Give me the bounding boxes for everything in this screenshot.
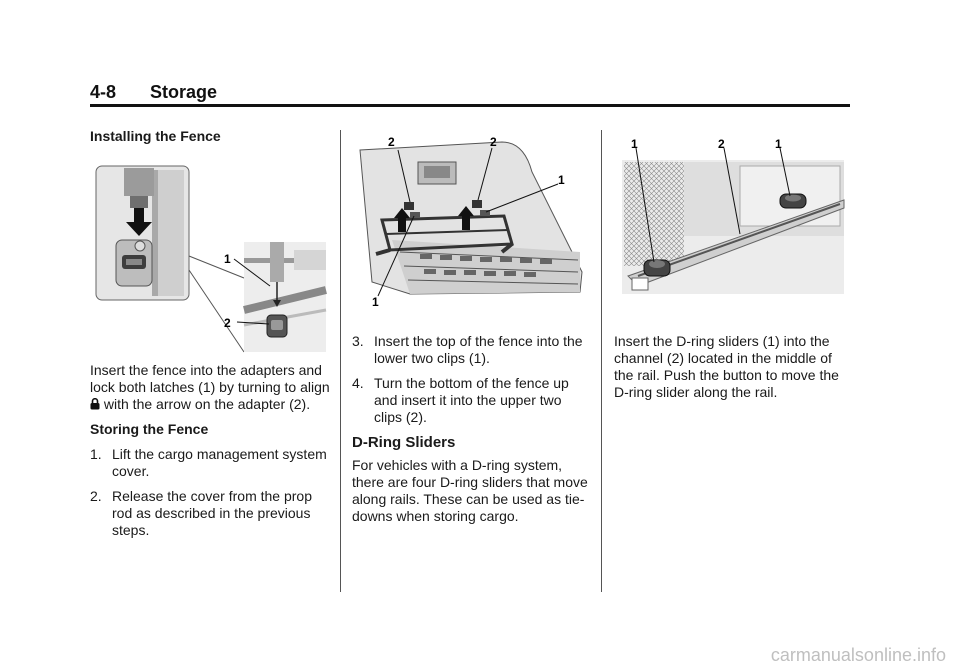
fence-clips-figure	[352, 132, 586, 312]
callout-1: 1	[631, 137, 638, 151]
d-ring-paragraph: For vehicles with a D-ring system, there are four D-ring sliders that move along rails. These can be used as tie-downs when storing cargo.	[352, 457, 588, 524]
store-heading: Storing the Fence	[90, 421, 209, 437]
step-text: Release the cover from the prop rod as described in the previous steps.	[112, 488, 312, 538]
callout-2: 2	[718, 137, 725, 151]
step-item	[352, 333, 588, 367]
install-text-part-a: Insert the fence into the adapters and lock both latches (1) by turning to align	[90, 362, 330, 395]
section-number: 4-8	[90, 82, 117, 102]
column-2	[352, 333, 588, 533]
install-text-part-b: with the arrow on the adapter (2).	[103, 396, 311, 412]
step-number: 4.	[352, 375, 364, 391]
step-number: 1.	[90, 446, 102, 462]
callout-2: 2	[490, 135, 497, 149]
step-item	[90, 488, 330, 539]
step-item	[352, 375, 588, 426]
step-item	[90, 446, 330, 480]
watermark: carmanualsonline.info	[770, 645, 946, 665]
column-1-body	[90, 362, 330, 547]
column-divider	[340, 130, 341, 592]
callout-1: 1	[224, 252, 231, 266]
section-title: Storage	[150, 82, 218, 102]
d-ring-sliders-heading: D-Ring Sliders	[352, 434, 456, 451]
slider-paragraph: Insert the D-ring sliders (1) into the channel (2) located in the middle of the rail. Push the button to move the D-ring slider along the rail.	[614, 333, 839, 400]
callout-2: 2	[224, 316, 231, 330]
fence-install-figure	[94, 160, 328, 355]
step-text: Turn the bottom of the fence up and insert it into the upper two clips (2).	[374, 375, 569, 425]
page-header	[90, 80, 850, 107]
lock-icon	[90, 398, 100, 410]
callout-1: 1	[558, 173, 565, 187]
install-paragraph	[90, 362, 330, 413]
column-3	[614, 333, 854, 409]
column-divider	[601, 130, 602, 592]
callout-2: 2	[388, 135, 395, 149]
install-heading: Installing the Fence	[90, 128, 221, 144]
step-text: Insert the top of the fence into the lower two clips (1).	[374, 333, 583, 366]
column-1	[90, 128, 330, 153]
step-text: Lift the cargo management system cover.	[112, 446, 327, 479]
step-number: 3.	[352, 333, 364, 349]
callout-1: 1	[372, 295, 379, 309]
callout-1: 1	[775, 137, 782, 151]
step-number: 2.	[90, 488, 102, 504]
d-ring-slider-figure	[614, 136, 848, 296]
